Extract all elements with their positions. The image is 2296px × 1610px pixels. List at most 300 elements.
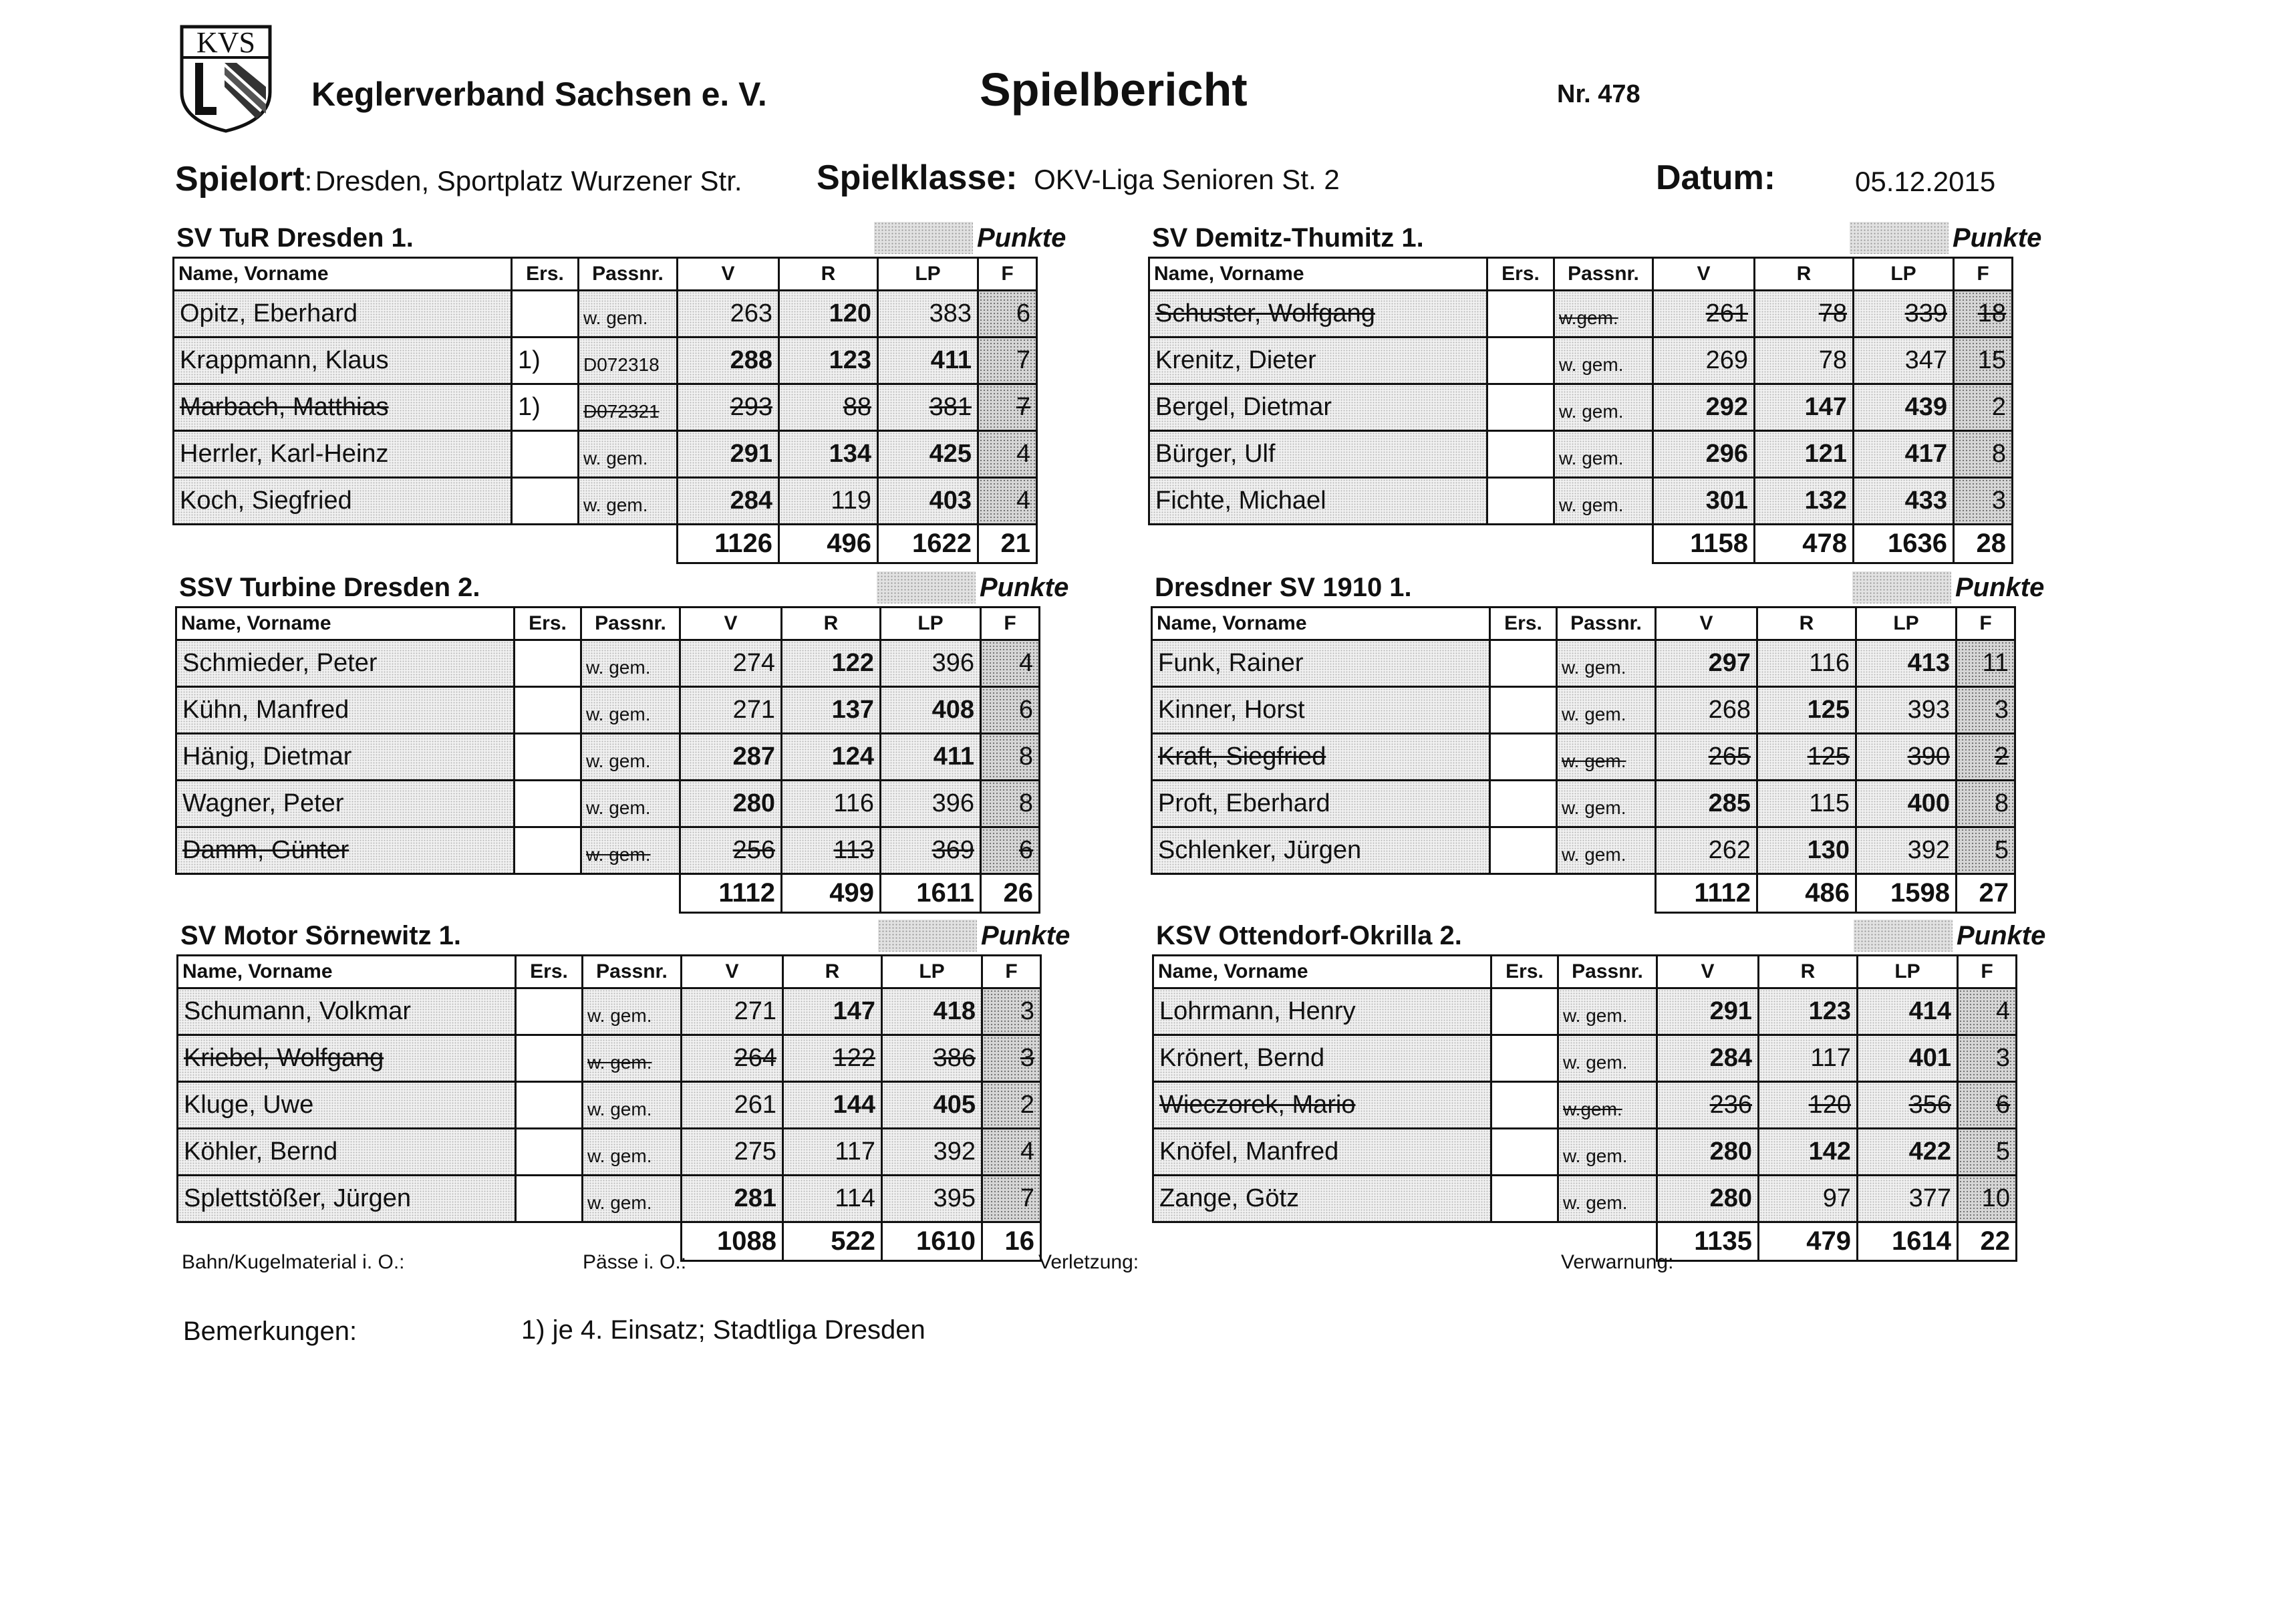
- player-ers: [1490, 827, 1557, 874]
- player-f: 8: [1954, 431, 2013, 478]
- total-f: 22: [1958, 1222, 2017, 1261]
- verwarnung-label: Verwarnung:: [1561, 1251, 1674, 1273]
- player-f: 7: [982, 1176, 1041, 1222]
- player-ers: [1491, 1129, 1558, 1176]
- player-ers: [512, 478, 579, 525]
- player-ers: [515, 640, 581, 687]
- player-f: 18: [1954, 291, 2013, 338]
- col-name: Name, Vorname: [1153, 956, 1491, 988]
- player-row: [176, 687, 1040, 734]
- player-name: Bergel, Dietmar: [1149, 384, 1487, 431]
- player-ers: [1487, 478, 1554, 525]
- player-ers: [1491, 1176, 1558, 1222]
- player-ers: [1491, 1035, 1558, 1082]
- col-ers: Ers.: [512, 258, 579, 291]
- document-title: Spielbericht: [980, 63, 1248, 116]
- player-f: 6: [981, 687, 1040, 734]
- spielort-separator: :: [304, 165, 313, 196]
- svg-text:KVS: KVS: [196, 26, 256, 59]
- player-v: 288: [678, 338, 779, 384]
- total-v: 1135: [1657, 1222, 1759, 1261]
- player-v: 271: [682, 988, 783, 1035]
- scores-table: [175, 606, 1040, 914]
- player-ers: [515, 687, 581, 734]
- player-ers: [1487, 291, 1554, 338]
- player-r: 144: [783, 1082, 882, 1129]
- player-row: [178, 988, 1041, 1035]
- player-r: 97: [1759, 1176, 1858, 1222]
- report-number: Nr. 478: [1557, 80, 1640, 108]
- table-header-row: [1152, 608, 2015, 640]
- player-f: 3: [1954, 478, 2013, 525]
- player-row: [176, 781, 1040, 827]
- player-r: 121: [1755, 431, 1854, 478]
- player-r: 124: [782, 734, 881, 781]
- punkte-label: Punkte: [1957, 921, 2046, 950]
- player-f: 2: [1957, 734, 2015, 781]
- player-v: 297: [1656, 640, 1757, 687]
- player-f: 7: [978, 384, 1037, 431]
- col-pass: Passnr.: [579, 258, 678, 291]
- player-ers: [1487, 384, 1554, 431]
- table-header-row: [178, 956, 1041, 988]
- player-row: [178, 1035, 1041, 1082]
- col-r: R: [1757, 608, 1856, 640]
- player-ers: [1490, 781, 1557, 827]
- col-ers: Ers.: [1490, 608, 1557, 640]
- col-v: V: [682, 956, 783, 988]
- col-name: Name, Vorname: [1149, 258, 1487, 291]
- team-name: SV Demitz-Thumitz 1.: [1152, 223, 1424, 253]
- player-f: 4: [1958, 988, 2017, 1035]
- player-name: Damm, Günter: [176, 827, 515, 874]
- player-lp: 381: [878, 384, 978, 431]
- spielklasse-label: Spielklasse:: [817, 158, 1018, 197]
- player-name: Knöfel, Manfred: [1153, 1129, 1491, 1176]
- player-lp: 383: [878, 291, 978, 338]
- total-spacer: [1149, 525, 1653, 563]
- total-v: 1112: [680, 874, 782, 913]
- col-f: F: [978, 258, 1037, 291]
- total-spacer: [1152, 874, 1656, 913]
- col-ers: Ers.: [515, 608, 581, 640]
- player-f: 11: [1957, 640, 2015, 687]
- col-pass: Passnr.: [581, 608, 680, 640]
- player-lp: 392: [1856, 827, 1957, 874]
- player-pass: w. gem.: [581, 640, 680, 687]
- player-name: Kriebel, Wolfgang: [178, 1035, 516, 1082]
- player-name: Schuster, Wolfgang: [1149, 291, 1487, 338]
- player-v: 292: [1653, 384, 1755, 431]
- player-r: 113: [782, 827, 881, 874]
- player-ers: [515, 734, 581, 781]
- player-pass: w. gem.: [1557, 734, 1656, 781]
- player-f: 3: [982, 1035, 1041, 1082]
- player-r: 88: [779, 384, 878, 431]
- player-row: [176, 734, 1040, 781]
- col-lp: LP: [878, 258, 978, 291]
- player-pass: w. gem.: [583, 988, 682, 1035]
- player-pass: w. gem.: [1558, 1129, 1657, 1176]
- player-f: 3: [1957, 687, 2015, 734]
- player-name: Marbach, Matthias: [174, 384, 512, 431]
- player-lp: 411: [878, 338, 978, 384]
- player-name: Bürger, Ulf: [1149, 431, 1487, 478]
- punkte-box: [1854, 920, 1953, 952]
- player-pass: w. gem.: [583, 1035, 682, 1082]
- punkte-box: [877, 571, 976, 603]
- col-f: F: [982, 956, 1041, 988]
- datum-label: Datum:: [1656, 158, 1776, 197]
- player-pass: w. gem.: [1557, 640, 1656, 687]
- col-lp: LP: [1858, 956, 1958, 988]
- total-f: 21: [978, 525, 1037, 563]
- col-pass: Passnr.: [583, 956, 682, 988]
- player-r: 142: [1759, 1129, 1858, 1176]
- col-r: R: [779, 258, 878, 291]
- col-v: V: [1657, 956, 1759, 988]
- player-f: 4: [982, 1129, 1041, 1176]
- player-r: 117: [783, 1129, 882, 1176]
- player-lp: 417: [1854, 431, 1954, 478]
- table-header-row: [174, 258, 1037, 291]
- table-header-row: [176, 608, 1040, 640]
- scores-table: [1152, 954, 2017, 1262]
- player-r: 115: [1757, 781, 1856, 827]
- player-f: 8: [981, 781, 1040, 827]
- player-v: 268: [1656, 687, 1757, 734]
- player-ers: 1): [512, 384, 579, 431]
- total-r: 499: [782, 874, 881, 913]
- player-row: [1153, 1129, 2017, 1176]
- player-v: 284: [1657, 1035, 1759, 1082]
- player-row: [1149, 338, 2013, 384]
- player-name: Schlenker, Jürgen: [1152, 827, 1490, 874]
- punkte-box: [874, 222, 973, 254]
- player-ers: [516, 1082, 583, 1129]
- player-row: [1153, 988, 2017, 1035]
- player-pass: w. gem.: [583, 1082, 682, 1129]
- total-lp: 1598: [1856, 874, 1957, 913]
- player-f: 6: [978, 291, 1037, 338]
- player-lp: 425: [878, 431, 978, 478]
- player-r: 134: [779, 431, 878, 478]
- col-name: Name, Vorname: [178, 956, 516, 988]
- player-f: 3: [982, 988, 1041, 1035]
- punkte-label: Punkte: [981, 921, 1070, 950]
- col-f: F: [1957, 608, 2015, 640]
- player-v: 265: [1656, 734, 1757, 781]
- player-row: [178, 1129, 1041, 1176]
- player-pass: w.gem.: [1558, 1082, 1657, 1129]
- player-lp: 392: [882, 1129, 982, 1176]
- player-row: [1149, 291, 2013, 338]
- player-f: 4: [981, 640, 1040, 687]
- col-f: F: [1954, 258, 2013, 291]
- player-lp: 433: [1854, 478, 1954, 525]
- total-f: 16: [982, 1222, 1041, 1261]
- col-v: V: [1656, 608, 1757, 640]
- player-r: 137: [782, 687, 881, 734]
- player-name: Funk, Rainer: [1152, 640, 1490, 687]
- team-name: KSV Ottendorf-Okrilla 2.: [1156, 921, 1462, 950]
- player-ers: [512, 291, 579, 338]
- player-v: 280: [680, 781, 782, 827]
- player-lp: 418: [882, 988, 982, 1035]
- spielklasse-value: OKV-Liga Senioren St. 2: [1034, 164, 1340, 195]
- player-r: 119: [779, 478, 878, 525]
- player-f: 4: [978, 431, 1037, 478]
- player-r: 120: [1759, 1082, 1858, 1129]
- player-pass: w. gem.: [1558, 988, 1657, 1035]
- player-f: 5: [1958, 1129, 2017, 1176]
- total-spacer: [174, 525, 678, 563]
- player-row: [1149, 431, 2013, 478]
- player-name: Kluge, Uwe: [178, 1082, 516, 1129]
- player-lp: 411: [881, 734, 981, 781]
- col-ers: Ers.: [1487, 258, 1554, 291]
- player-f: 10: [1958, 1176, 2017, 1222]
- player-r: 78: [1755, 338, 1854, 384]
- player-lp: 377: [1858, 1176, 1958, 1222]
- player-v: 263: [678, 291, 779, 338]
- spielort-label: Spielort: [175, 160, 305, 198]
- player-v: 280: [1657, 1129, 1759, 1176]
- player-row: [1152, 781, 2015, 827]
- paesse-label: Pässe i. O.:: [583, 1251, 687, 1273]
- punkte-label: Punkte: [1953, 223, 2042, 253]
- col-r: R: [783, 956, 882, 988]
- player-v: 271: [680, 687, 782, 734]
- player-v: 296: [1653, 431, 1755, 478]
- col-lp: LP: [1856, 608, 1957, 640]
- player-name: Herrler, Karl-Heinz: [174, 431, 512, 478]
- player-row: [176, 827, 1040, 874]
- punkte-box: [878, 920, 977, 952]
- player-name: Proft, Eberhard: [1152, 781, 1490, 827]
- player-name: Kraft, Siegfried: [1152, 734, 1490, 781]
- player-ers: 1): [512, 338, 579, 384]
- team-name: SSV Turbine Dresden 2.: [179, 573, 480, 602]
- player-v: 301: [1653, 478, 1755, 525]
- player-name: Lohrmann, Henry: [1153, 988, 1491, 1035]
- player-r: 123: [779, 338, 878, 384]
- player-pass: D072321: [579, 384, 678, 431]
- total-row: [1152, 874, 2015, 913]
- player-name: Schmieder, Peter: [176, 640, 515, 687]
- player-row: [178, 1082, 1041, 1129]
- player-r: 122: [783, 1035, 882, 1082]
- total-v: 1088: [682, 1222, 783, 1261]
- col-f: F: [981, 608, 1040, 640]
- player-lp: 390: [1856, 734, 1957, 781]
- player-v: 281: [682, 1176, 783, 1222]
- total-lp: 1636: [1854, 525, 1954, 563]
- player-name: Opitz, Eberhard: [174, 291, 512, 338]
- player-f: 5: [1957, 827, 2015, 874]
- scores-table: [172, 257, 1038, 564]
- player-lp: 408: [881, 687, 981, 734]
- total-r: 486: [1757, 874, 1856, 913]
- punkte-box: [1852, 571, 1951, 603]
- player-lp: 405: [882, 1082, 982, 1129]
- player-row: [1152, 687, 2015, 734]
- player-v: 261: [1653, 291, 1755, 338]
- player-lp: 395: [882, 1176, 982, 1222]
- player-lp: 369: [881, 827, 981, 874]
- total-row: [176, 874, 1040, 913]
- player-v: 275: [682, 1129, 783, 1176]
- player-v: 280: [1657, 1176, 1759, 1222]
- player-r: 123: [1759, 988, 1858, 1035]
- player-v: 291: [678, 431, 779, 478]
- player-row: [1152, 827, 2015, 874]
- player-row: [178, 1176, 1041, 1222]
- scores-table: [176, 954, 1042, 1262]
- player-ers: [515, 827, 581, 874]
- player-name: Krenitz, Dieter: [1149, 338, 1487, 384]
- player-f: 4: [978, 478, 1037, 525]
- player-lp: 339: [1854, 291, 1954, 338]
- total-f: 26: [981, 874, 1040, 913]
- player-name: Zange, Götz: [1153, 1176, 1491, 1222]
- col-f: F: [1958, 956, 2017, 988]
- kvs-logo: [172, 20, 279, 134]
- player-pass: w. gem.: [1558, 1176, 1657, 1222]
- table-header-row: [1153, 956, 2017, 988]
- player-name: Wieczorek, Mario: [1153, 1082, 1491, 1129]
- player-r: 116: [1757, 640, 1856, 687]
- player-pass: D072318: [579, 338, 678, 384]
- player-name: Wagner, Peter: [176, 781, 515, 827]
- total-v: 1126: [678, 525, 779, 563]
- player-r: 132: [1755, 478, 1854, 525]
- player-pass: w. gem.: [581, 734, 680, 781]
- total-r: 496: [779, 525, 878, 563]
- player-pass: w. gem.: [583, 1129, 682, 1176]
- player-r: 78: [1755, 291, 1854, 338]
- total-r: 478: [1755, 525, 1854, 563]
- total-v: 1112: [1656, 874, 1757, 913]
- player-r: 120: [779, 291, 878, 338]
- col-r: R: [782, 608, 881, 640]
- player-name: Köhler, Bernd: [178, 1129, 516, 1176]
- player-f: 8: [981, 734, 1040, 781]
- player-pass: w. gem.: [1558, 1035, 1657, 1082]
- col-v: V: [1653, 258, 1755, 291]
- player-v: 236: [1657, 1082, 1759, 1129]
- col-pass: Passnr.: [1557, 608, 1656, 640]
- col-name: Name, Vorname: [174, 258, 512, 291]
- player-lp: 403: [878, 478, 978, 525]
- player-pass: w. gem.: [579, 291, 678, 338]
- team-name: SV TuR Dresden 1.: [176, 223, 414, 253]
- player-f: 7: [978, 338, 1037, 384]
- player-row: [174, 431, 1037, 478]
- datum-value: 05.12.2015: [1855, 166, 1996, 197]
- player-lp: 347: [1854, 338, 1954, 384]
- team-name: SV Motor Sörnewitz 1.: [180, 921, 462, 950]
- player-ers: [1490, 687, 1557, 734]
- player-lp: 386: [882, 1035, 982, 1082]
- bemerkungen-label: Bemerkungen:: [183, 1317, 357, 1346]
- player-v: 291: [1657, 988, 1759, 1035]
- scores-table: [1148, 257, 2013, 564]
- total-spacer: [176, 874, 680, 913]
- player-row: [1153, 1082, 2017, 1129]
- col-name: Name, Vorname: [1152, 608, 1490, 640]
- player-v: 264: [682, 1035, 783, 1082]
- col-v: V: [680, 608, 782, 640]
- col-ers: Ers.: [1491, 956, 1558, 988]
- total-f: 27: [1957, 874, 2015, 913]
- player-v: 293: [678, 384, 779, 431]
- player-name: Krappmann, Klaus: [174, 338, 512, 384]
- player-pass: w. gem.: [1554, 384, 1653, 431]
- player-pass: w. gem.: [1554, 478, 1653, 525]
- player-row: [176, 640, 1040, 687]
- player-row: [1152, 640, 2015, 687]
- punkte-label: Punkte: [980, 573, 1069, 602]
- player-r: 125: [1757, 687, 1856, 734]
- player-row: [1152, 734, 2015, 781]
- total-lp: 1611: [881, 874, 981, 913]
- player-row: [174, 478, 1037, 525]
- player-pass: w. gem.: [1554, 338, 1653, 384]
- player-ers: [1491, 988, 1558, 1035]
- player-lp: 396: [881, 640, 981, 687]
- player-r: 114: [783, 1176, 882, 1222]
- player-r: 117: [1759, 1035, 1858, 1082]
- player-name: Koch, Siegfried: [174, 478, 512, 525]
- player-row: [1149, 478, 2013, 525]
- player-lp: 414: [1858, 988, 1958, 1035]
- total-row: [174, 525, 1037, 563]
- punkte-label: Punkte: [1955, 573, 2045, 602]
- player-v: 285: [1656, 781, 1757, 827]
- player-lp: 439: [1854, 384, 1954, 431]
- player-r: 147: [1755, 384, 1854, 431]
- player-name: Kinner, Horst: [1152, 687, 1490, 734]
- col-r: R: [1759, 956, 1858, 988]
- total-lp: 1614: [1858, 1222, 1958, 1261]
- player-v: 261: [682, 1082, 783, 1129]
- player-lp: 413: [1856, 640, 1957, 687]
- total-f: 28: [1954, 525, 2013, 563]
- player-v: 256: [680, 827, 782, 874]
- player-f: 6: [1958, 1082, 2017, 1129]
- player-pass: w.gem.: [1554, 291, 1653, 338]
- spielklasse-line: [817, 158, 1340, 198]
- player-f: 2: [1954, 384, 2013, 431]
- player-name: Fichte, Michael: [1149, 478, 1487, 525]
- player-ers: [1487, 338, 1554, 384]
- player-ers: [516, 988, 583, 1035]
- player-lp: 401: [1858, 1035, 1958, 1082]
- player-lp: 356: [1858, 1082, 1958, 1129]
- player-r: 122: [782, 640, 881, 687]
- player-name: Splettstößer, Jürgen: [178, 1176, 516, 1222]
- player-pass: w. gem.: [579, 478, 678, 525]
- player-row: [1153, 1035, 2017, 1082]
- player-r: 125: [1757, 734, 1856, 781]
- player-v: 262: [1656, 827, 1757, 874]
- col-v: V: [678, 258, 779, 291]
- player-f: 2: [982, 1082, 1041, 1129]
- player-ers: [516, 1176, 583, 1222]
- player-row: [174, 338, 1037, 384]
- player-name: Hänig, Dietmar: [176, 734, 515, 781]
